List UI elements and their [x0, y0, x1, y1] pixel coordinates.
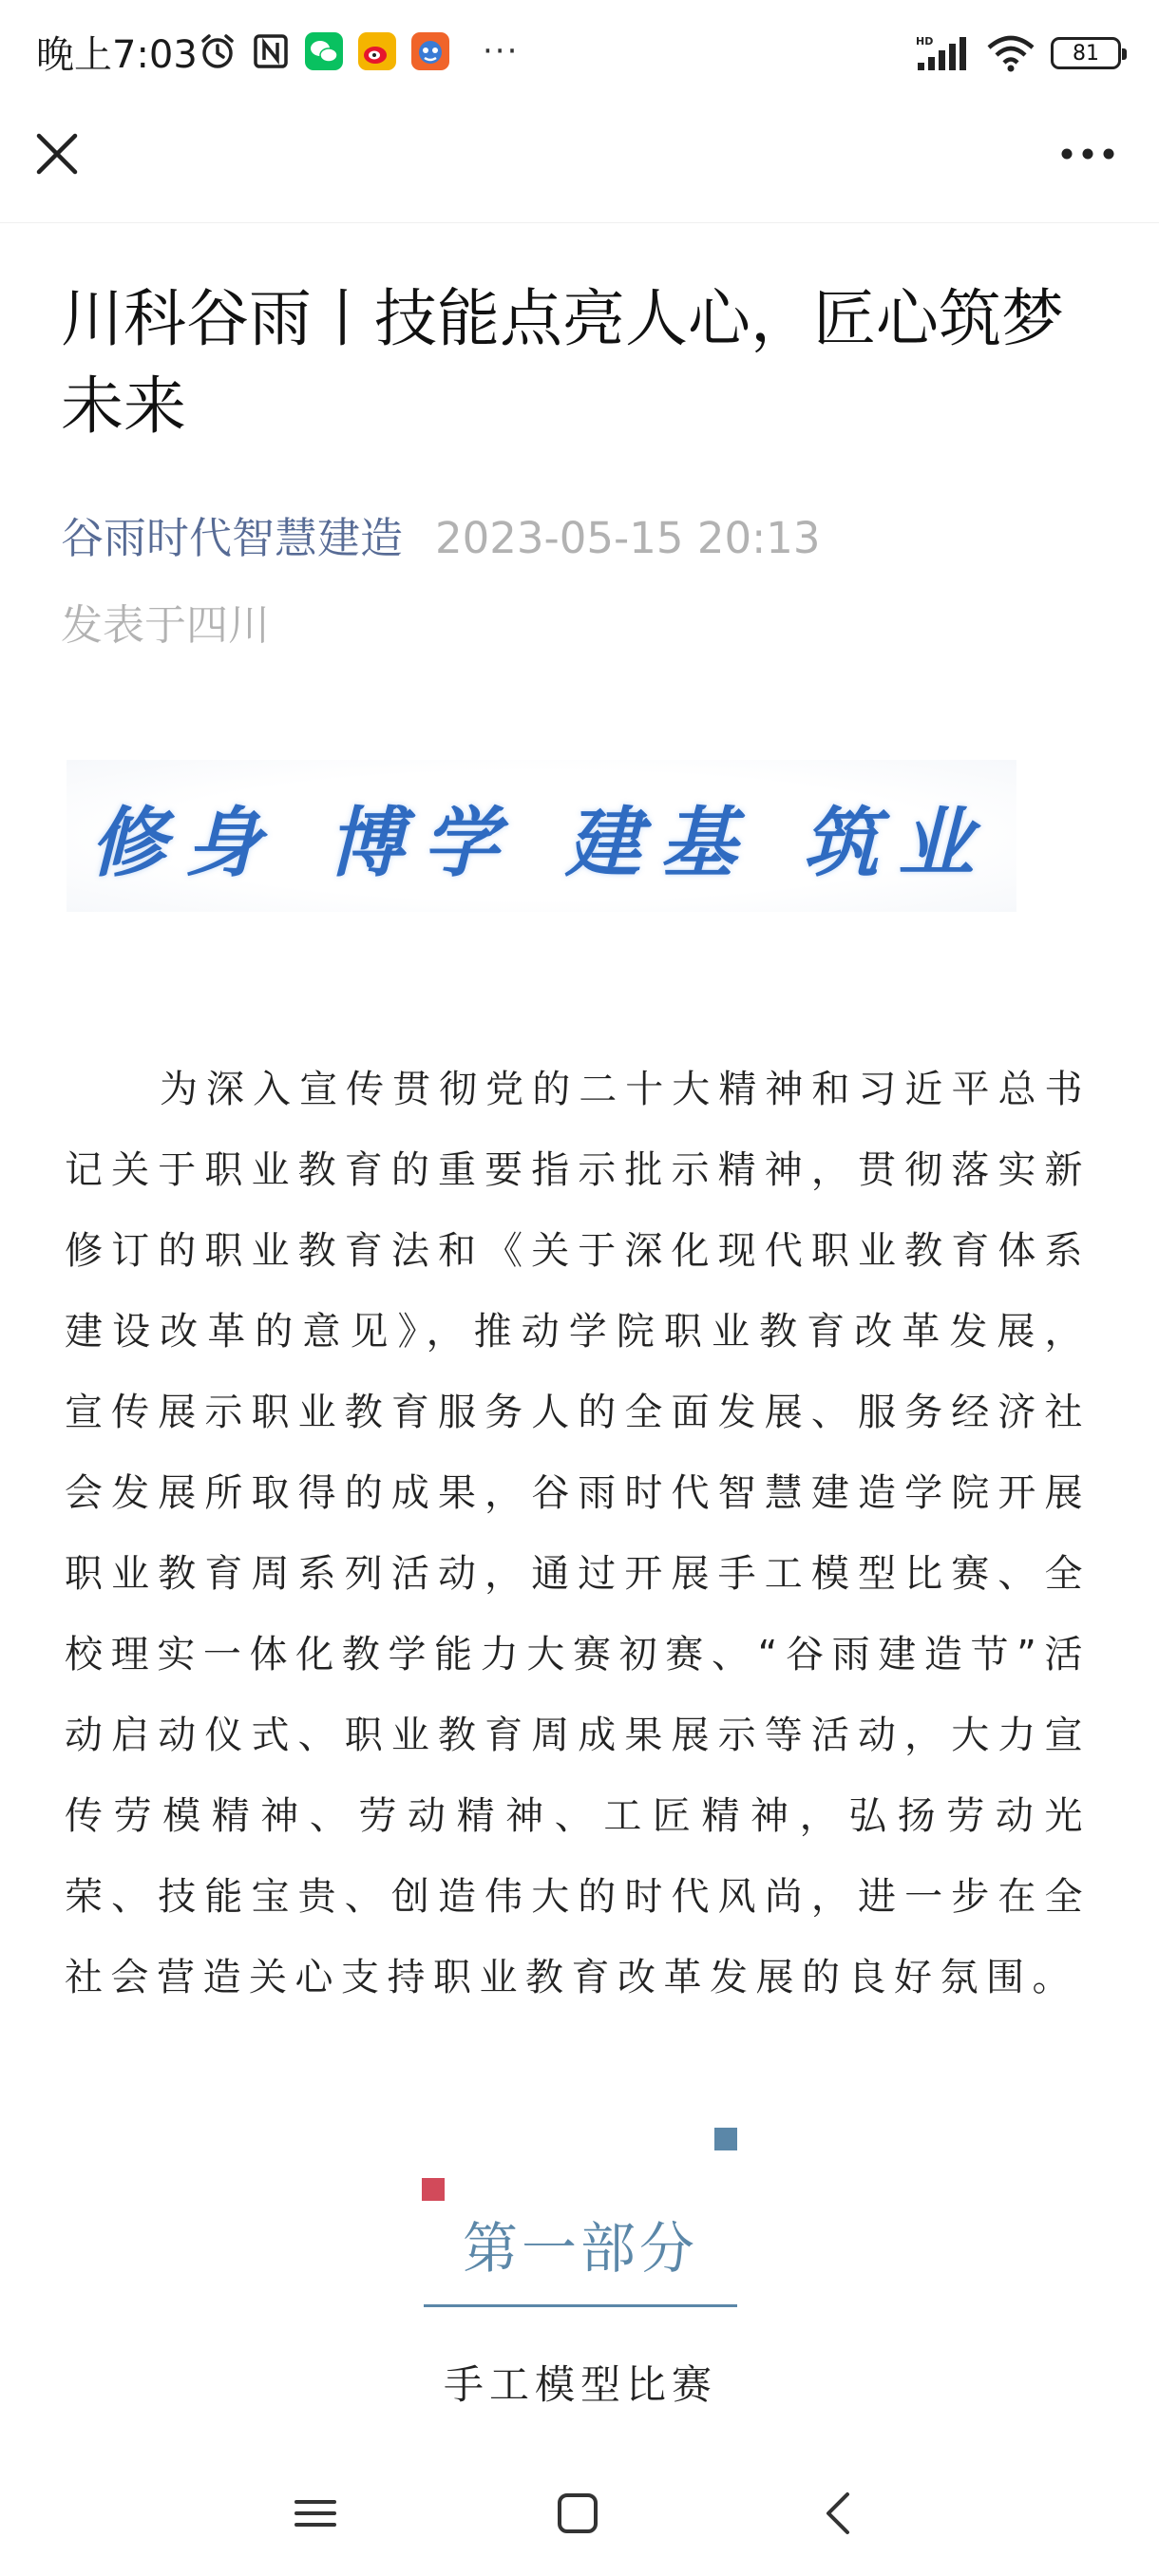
motto-word: 建基: [565, 797, 755, 887]
wechat-icon: [304, 31, 344, 71]
weibo-icon: [357, 31, 397, 71]
status-time: 晚上7:03: [36, 33, 198, 77]
hd-label: HD: [916, 35, 934, 47]
more-icon: [1059, 146, 1116, 161]
decorative-square-blue: [714, 2128, 737, 2150]
publish-date: 2023-05-15 20:13: [435, 513, 821, 563]
motto-word: 博学: [328, 797, 518, 887]
section-divider: [424, 2304, 737, 2307]
section-title: 第一部分: [462, 2216, 698, 2281]
article-meta: [61, 503, 821, 565]
close-button[interactable]: [28, 125, 86, 182]
battery-indicator: [1051, 37, 1121, 69]
wifi-icon: [986, 34, 1036, 72]
notification-icons: [198, 28, 519, 74]
system-icons: [914, 32, 1121, 74]
section-subtitle: 手工模型比赛: [443, 2361, 717, 2408]
close-icon: [35, 132, 79, 176]
article-body-paragraph: 为深入宣传贯彻党的二十大精神和习近平总书记关于职业教育的重要指示批示精神，贯彻落实新修订的职业教育法和《关于深化现代职业教育体系建设改革的意见》，推动学院职业教育改革发展，宣传展示职业教育服务人的全面发展、服务经济社会发展所取得的成果，谷雨时代智慧建造学院开展职业教育周系列活动，通过开展手工模型比赛、全校理实一体化教学能力大赛初赛、“谷雨建造节”活动启动仪式、职业教育周成果展示等活动，大力宣传劳模精神、劳动精神、工匠精神，弘扬劳动光荣、技能宝贵、创造伟大的时代风尚，进一步在全社会营造关心支持职业教育改革发展的良好氛围。: [65, 1068, 1091, 1999]
battery-level: 81: [1073, 41, 1099, 66]
article-title: 川科谷雨丨技能点亮人心，匠心筑梦未来: [61, 282, 1064, 443]
publish-location: 发表于四川: [61, 601, 270, 650]
decorative-square-red: [422, 2178, 445, 2201]
cellular-signal-icon: [914, 34, 971, 72]
back-button[interactable]: [811, 2485, 868, 2542]
alarm-icon: [198, 31, 238, 71]
motto-banner-image[interactable]: [66, 760, 1016, 912]
more-options-button[interactable]: [1054, 125, 1121, 182]
motto-word: 筑业: [803, 797, 993, 887]
nav-bar: [0, 104, 1159, 223]
status-bar: [0, 0, 1159, 104]
game-app-icon: [410, 31, 450, 71]
recent-apps-button[interactable]: [287, 2485, 344, 2542]
motto-word: 修身: [90, 797, 280, 887]
more-notifications-icon: ···: [483, 32, 520, 70]
home-button[interactable]: [549, 2485, 606, 2542]
system-navigation-bar: [0, 2451, 1159, 2576]
nfc-icon: [251, 31, 291, 71]
author-link[interactable]: 谷雨时代智慧建造: [61, 513, 404, 563]
